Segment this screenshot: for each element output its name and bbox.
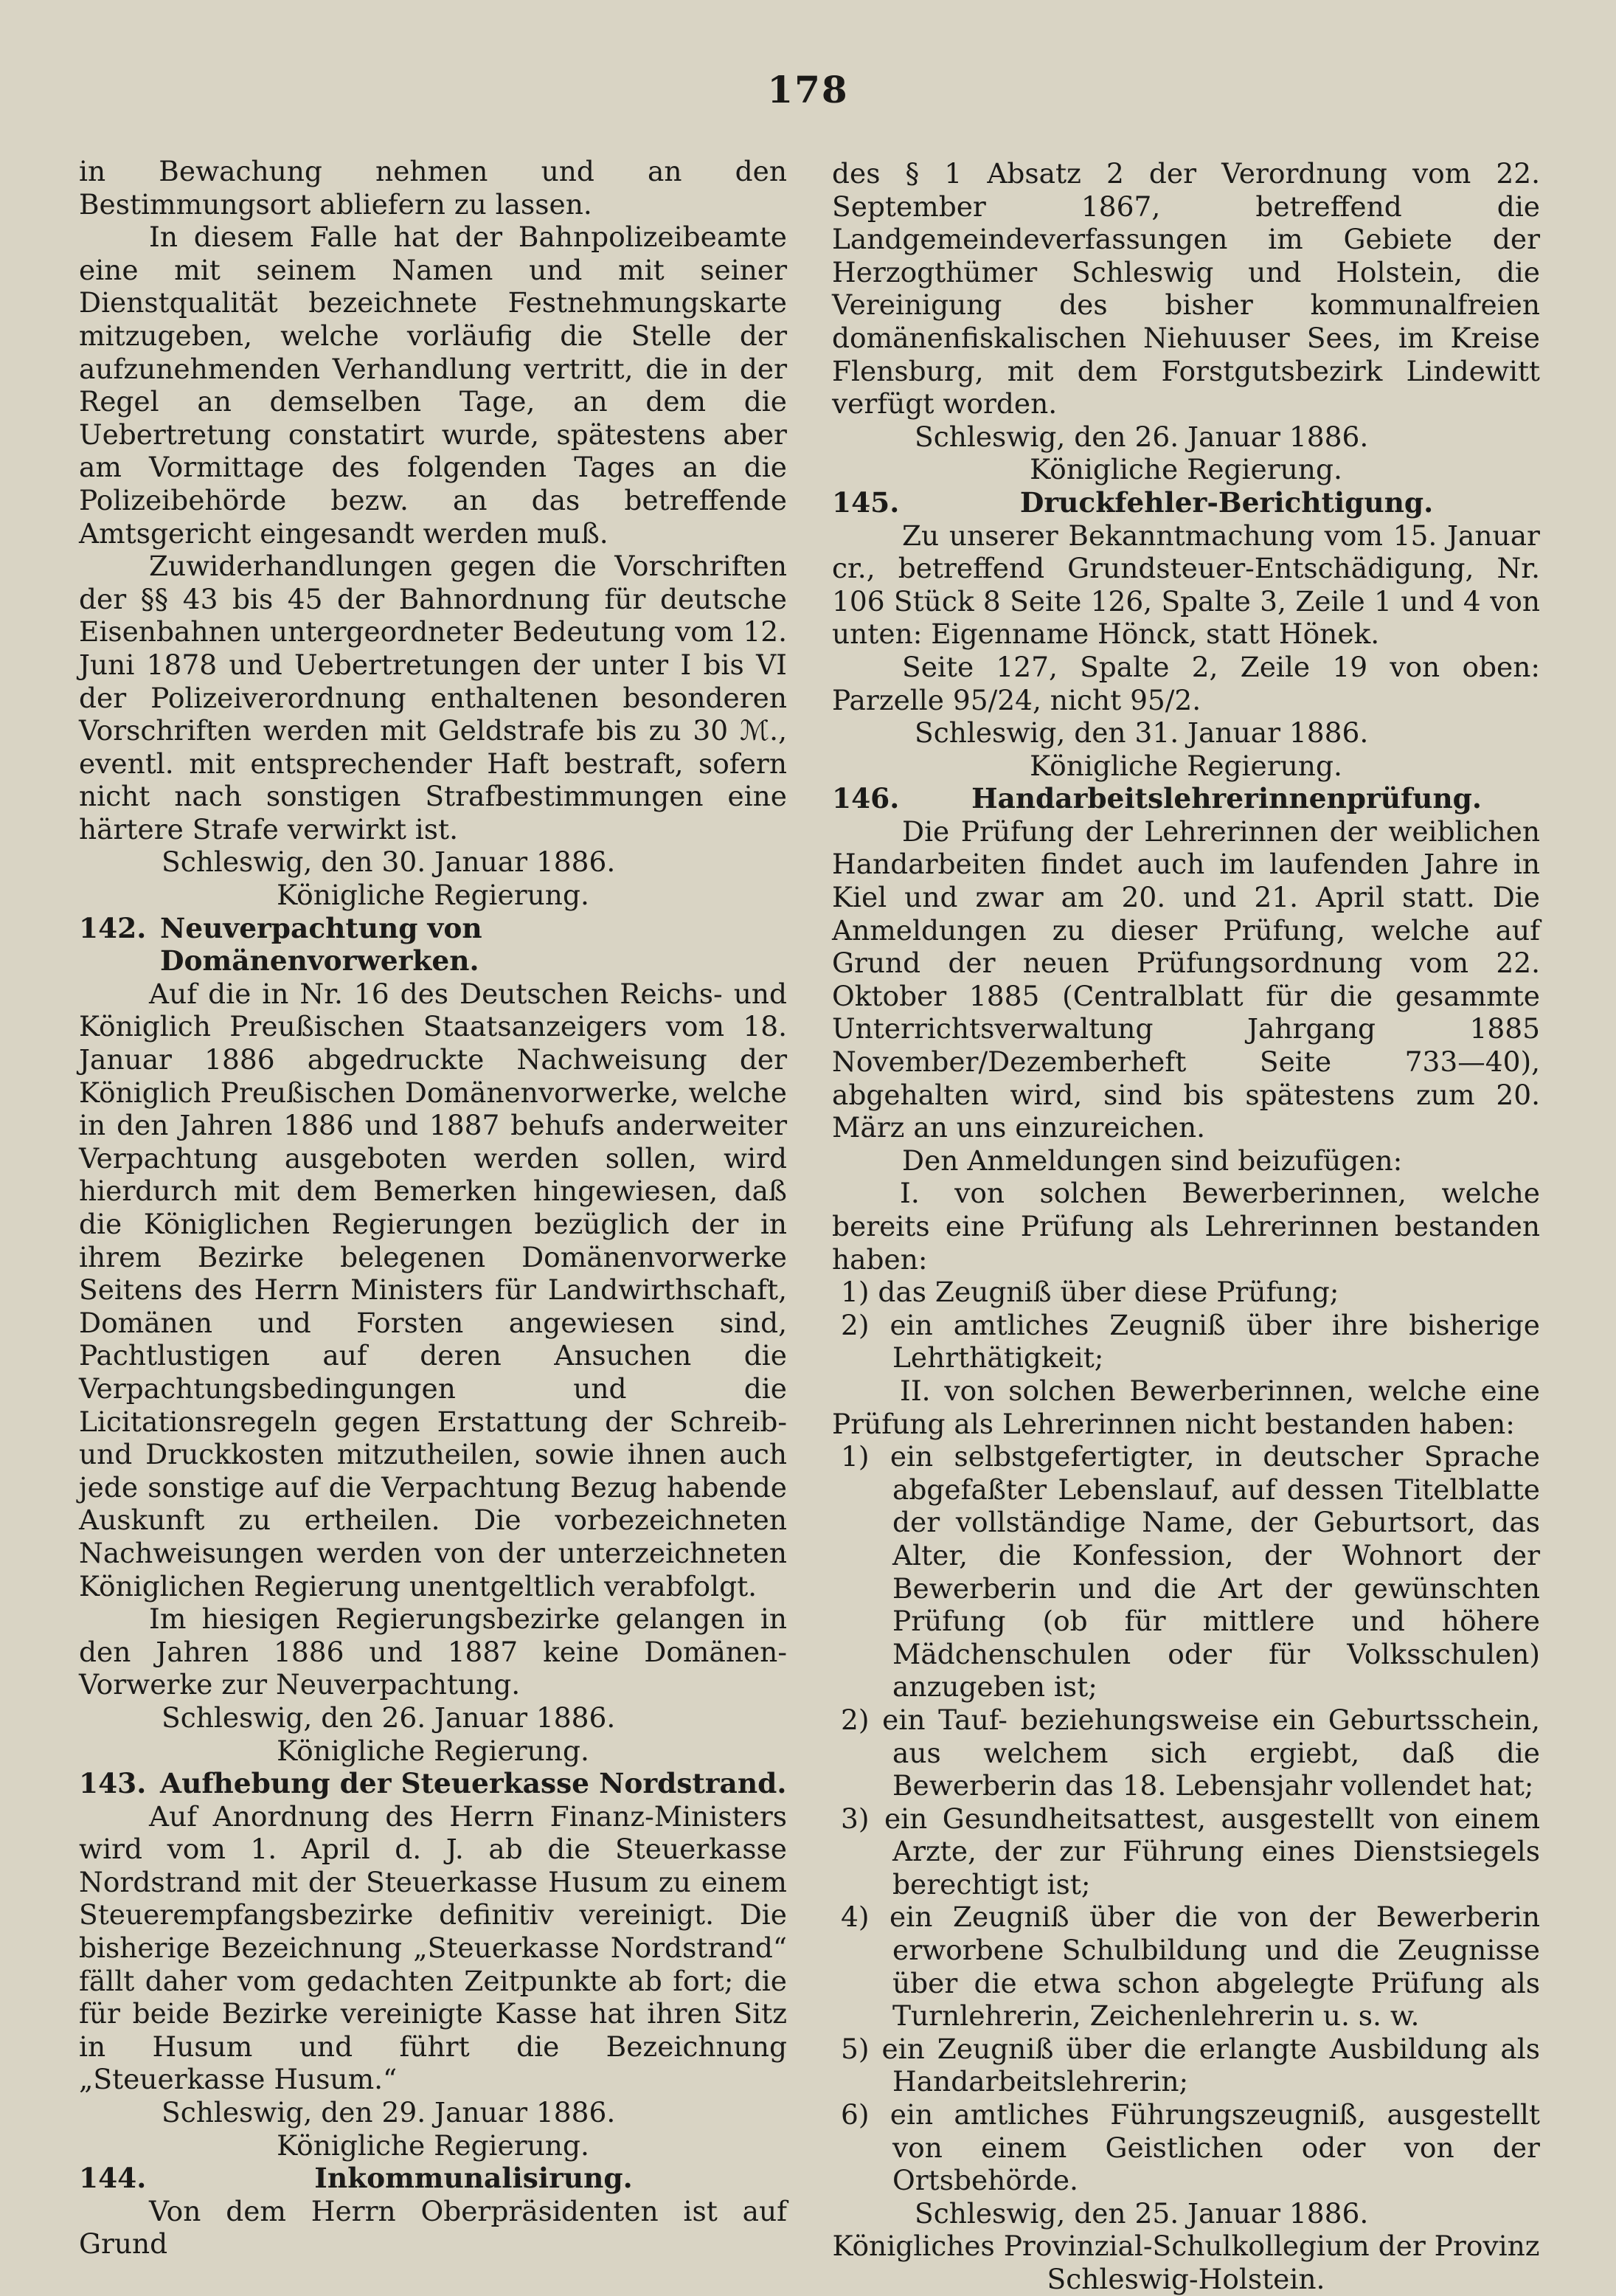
paragraph: Von dem Herrn Oberpräsidenten ist auf Grund (79, 2194, 787, 2261)
section-heading-145 (832, 486, 1540, 519)
signature: Königliche Regierung. (277, 2129, 589, 2162)
paragraph: Zu unserer Bekanntmachung vom 15. Januar cr., betreffend Grundsteuer-Entschädigung, Nr. 106 Stück 8 Seite 126, Spalte 3, Zeile 1 und 4 von unten: Eigenname Hönck, statt Hönek. (832, 519, 1540, 651)
date-line: Schleswig, den 31. Januar 1886. (915, 716, 1369, 750)
list-heading: I. von solchen Bewerberinnen, welche bereits eine Prüfung als Lehrerinnen bestanden haben: (832, 1177, 1540, 1276)
list-item: 1) ein selbstgefertigter, in deutscher Sprache abgefaßter Lebenslauf, auf dessen Titelblatte der vollständige Name, der Geburtsort, das Alter, die Konfession, der Wohnort der Bewerberin und die Art der gewünschten Prüfung (ob für mittlere und höhere Mädchenschulen oder für Volksschulen) anzugeben ist; (841, 1440, 1540, 1704)
paragraph: Den Anmeldungen sind beizufügen: (902, 1144, 1403, 1177)
section-title: Neuverpachtung von Domänenvorwerken. (160, 911, 482, 978)
section-heading-146 (832, 782, 1540, 815)
list-item: 3) ein Gesundheitsattest, ausgestellt von einem Arzte, der zur Führung eines Dienstsiegels berechtigt ist; (841, 1802, 1540, 1901)
date-line: Schleswig, den 25. Januar 1886. (915, 2196, 1369, 2230)
signature: Königliche Regierung. (277, 1734, 589, 1767)
paragraph: Auf die in Nr. 16 des Deutschen Reichs- und Königlich Preußischen Staatsanzeigers vom 18. Januar 1886 abgedruckte Nachweisung der Königlich Preußischen Domänenvorwerke, welche in den Jahren 1886 und 1887 behufs anderweiter Verpachtung ausgeboten werden sollen, wird hierdurch mit dem Bemerken hingewiesen, daß die Königlichen Regierungen bezüglich der in ihrem Bezirke belegenen Domänenvorwerke Seitens des Herrn Ministers für Landwirthschaft, Domänen und Forsten angewiesen sind, Pachtlustigen auf deren Ansuchen die Verpachtungsbedingungen und die Licitationsregeln gegen Erstattung der Schreib- und Druckkosten mitzutheilen, sowie ihnen auch jede sonstige auf die Verpachtung Bezug habende Auskunft zu ertheilen. Die vorbezeichneten Nachweisungen werden von der unterzeichneten Königlichen Regierung unentgeltlich verabfolgt. (79, 977, 787, 1602)
list-item: 2) ein amtliches Zeugniß über ihre bisherige Lehrthätigkeit; (841, 1308, 1540, 1375)
section-title: Handarbeitslehrerinnenprüfung. (971, 782, 1482, 815)
paragraph: Seite 127, Spalte 2, Zeile 19 von oben: Parzelle 95/24, nicht 95/2. (832, 650, 1540, 716)
right-column (832, 157, 1540, 2296)
paragraph: Im hiesigen Regierungsbezirke gelangen in den Jahren 1886 und 1887 keine Domänen-Vorwerke zur Neuverpachtung. (79, 1602, 787, 1701)
list-item: 2) ein Tauf- beziehungsweise ein Geburtsschein, aus welchem sich ergiebt, daß die Bewerberin das 18. Lebensjahr vollendet hat; (841, 1703, 1540, 1802)
section-number: 145. (832, 485, 900, 519)
list-item: 6) ein amtliches Führungszeugniß, ausgestellt von einem Geistlichen oder von der Ortsbehörde. (841, 2098, 1540, 2197)
list-item: 1) das Zeugniß über diese Prüfung; (841, 1276, 1339, 1309)
signature: Königliche Regierung. (1030, 749, 1342, 782)
section-heading-144 (79, 2162, 787, 2195)
section-number: 143. (79, 1767, 147, 1800)
page-number: 178 (767, 68, 849, 111)
section-number: 144. (79, 2162, 147, 2195)
date-line: Schleswig, den 30. Januar 1886. (162, 846, 616, 879)
section-title: Inkommunalisirung. (314, 2162, 633, 2195)
paragraph: In diesem Falle hat der Bahnpolizeibeamte eine mit seinem Namen und mit seiner Dienstqualität bezeichnete Festnehmungskarte mitzugeben, welche vorläufig die Stelle der aufzunehmenden Verhandlung vertritt, die in der Regel an demselben Tage, an dem die Uebertretung constatirt wurde, spätestens aber am Vormittage des folgenden Tages an die Polizeibehörde bezw. an das betreffende Amtsgericht eingesandt werden muß. (79, 221, 787, 550)
list-item: 4) ein Zeugniß über die von der Bewerberin erworbene Schulbildung und die Zeugnisse über die etwa schon abgelegte Prüfung als Turnlehrerin, Zeichenlehrerin u. s. w. (841, 1901, 1540, 2033)
paragraph: in Bewachung nehmen und an den Bestimmungsort abliefern zu lassen. (79, 155, 787, 221)
paragraph: Die Prüfung der Lehrerinnen der weiblichen Handarbeiten findet auch im laufenden Jahre in Kiel und zwar am 20. und 21. April statt. Die Anmeldungen zu dieser Prüfung, welche auf Grund der neuen Prüfungsordnung vom 22. Oktober 1885 (Centralblatt für die gesammte Unterrichtsverwaltung Jahrgang 1885 November/Dezemberheft Seite 733—40), abgehalten wird, sind bis spätestens zum 20. März an uns einzureichen. (832, 815, 1540, 1144)
section-heading-142 (79, 912, 787, 978)
section-title: Aufhebung der Steuerkasse Nordstrand. (160, 1767, 787, 1800)
paragraph: Zuwiderhandlungen gegen die Vorschriften der §§ 43 bis 45 der Bahnordnung für deutsche Eisenbahnen untergeordneter Bedeutung vom 12. Juni 1878 und Uebertretungen der unter I bis VI der Polizeiverordnung enthaltenen besonderen Vorschriften werden mit Geldstrafe bis zu 30 ℳ., eventl. mit entsprechender Haft bestraft, sofern nicht nach sonstigen Strafbestimmungen eine härtere Strafe verwirkt ist. (79, 550, 787, 846)
signature: Königliche Regierung. (277, 879, 589, 912)
paragraph: Auf Anordnung des Herrn Finanz-Ministers wird vom 1. April d. J. ab die Steuerkasse Nordstrand mit der Steuerkasse Husum zu einem Steuerempfangsbezirke definitiv vereinigt. Die bisherige Bezeichnung „Steuerkasse Nordstrand“ fällt daher vom gedachten Zeitpunkte ab fort; die für beide Bezirke vereinigte Kasse hat ihren Sitz in Husum und führt die Bezeichnung „Steuerkasse Husum.“ (79, 1799, 787, 2096)
date-line: Schleswig, den 29. Januar 1886. (162, 2096, 616, 2129)
section-number: 142. (79, 911, 147, 944)
date-line: Schleswig, den 26. Januar 1886. (162, 1701, 616, 1734)
date-line: Schleswig, den 26. Januar 1886. (915, 420, 1369, 453)
signature: Königliches Provinzial-Schulkollegium der Provinz Schleswig-Holstein. (832, 2230, 1540, 2295)
left-column (79, 155, 787, 2261)
section-number: 146. (832, 782, 900, 815)
paragraph: des § 1 Absatz 2 der Verordnung vom 22. September 1867, betreffend die Landgemeindeverfassungen im Gebiete der Herzogthümer Schleswig und Holstein, die Vereinigung des bisher kommunalfreien domänenfiskalischen Niehuuser Sees, im Kreise Flensburg, mit dem Forstgutsbezirk Lindewitt verfügt worden. (832, 157, 1540, 421)
list-heading: II. von solchen Bewerberinnen, welche eine Prüfung als Lehrerinnen nicht bestanden haben: (832, 1374, 1540, 1440)
signature: Königliche Regierung. (1030, 453, 1342, 486)
list-item: 5) ein Zeugniß über die erlangte Ausbildung als Handarbeitslehrerin; (841, 2032, 1540, 2098)
section-heading-143 (79, 1767, 787, 1800)
section-title: Druckfehler-Berichtigung. (1019, 485, 1434, 519)
